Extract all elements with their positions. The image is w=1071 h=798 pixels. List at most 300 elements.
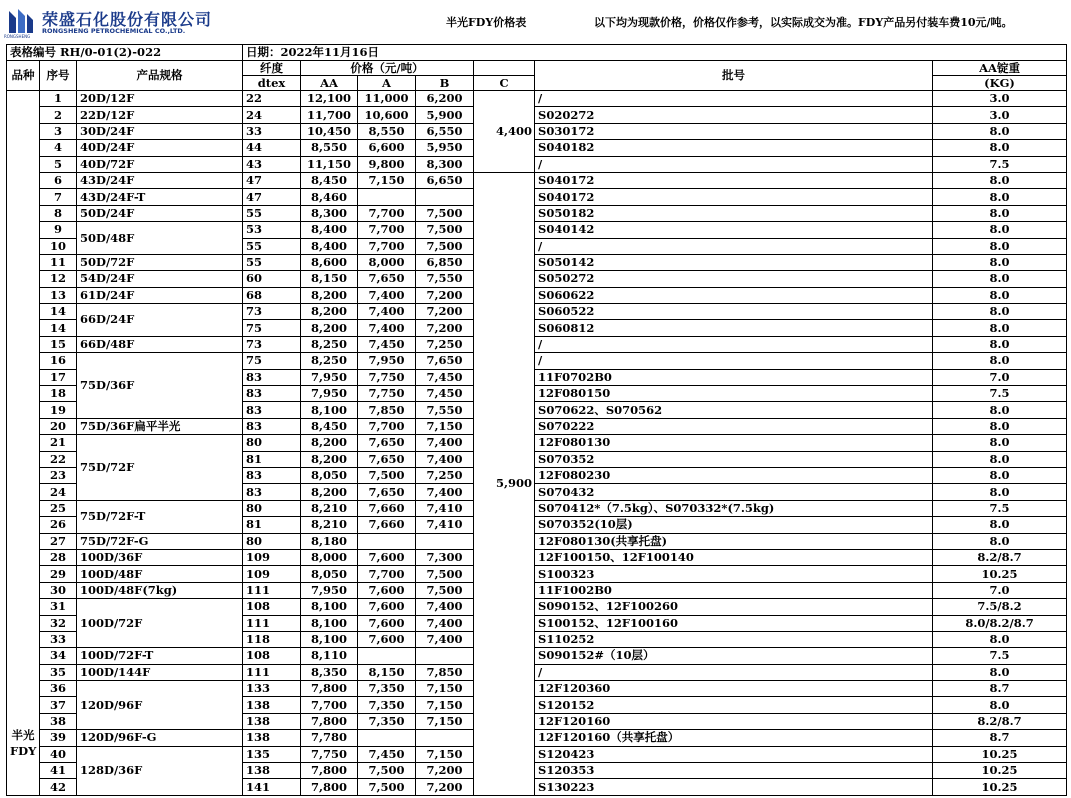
price-aa-cell: 8,180: [301, 533, 358, 549]
price-a-cell: 7,350: [358, 697, 416, 713]
batch-cell: S060812: [535, 320, 933, 336]
price-b-cell: 7,200: [416, 320, 474, 336]
spec-cell: 30D/24F: [77, 123, 243, 139]
spec-cell: 66D/48F: [77, 336, 243, 352]
price-b-cell: 7,150: [416, 746, 474, 762]
price-aa-cell: 8,100: [301, 631, 358, 647]
price-b-cell: 7,150: [416, 713, 474, 729]
dtex-cell: 68: [243, 287, 301, 303]
price-b-cell: 7,850: [416, 664, 474, 680]
company-name-cn: 荣盛石化股份有限公司: [42, 10, 213, 29]
price-aa-cell: 8,200: [301, 484, 358, 500]
dtex-cell: 47: [243, 172, 301, 188]
price-aa-cell: 8,210: [301, 500, 358, 516]
batch-cell: S120353: [535, 763, 933, 779]
price-aa-cell: 8,200: [301, 287, 358, 303]
price-a-cell: 7,700: [358, 238, 416, 254]
table-row: [7, 582, 1067, 598]
seq-cell: 14: [40, 320, 77, 336]
col-b: B: [416, 76, 474, 91]
price-b-cell: 5,950: [416, 140, 474, 156]
price-a-cell: 7,660: [358, 500, 416, 516]
weight-cell: 8.0: [933, 271, 1067, 287]
price-aa-cell: 7,950: [301, 369, 358, 385]
dtex-cell: 83: [243, 386, 301, 402]
price-aa-cell: 7,800: [301, 763, 358, 779]
price-a-cell: 8,550: [358, 123, 416, 139]
table-row: [7, 254, 1067, 270]
seq-cell: 27: [40, 533, 77, 549]
price-b-cell: 7,150: [416, 681, 474, 697]
dtex-cell: 73: [243, 336, 301, 352]
table-row: [7, 599, 1067, 615]
weight-cell: 8.2/8.7: [933, 549, 1067, 565]
price-b-cell: 7,550: [416, 271, 474, 287]
batch-cell: 12F080130(共享托盘): [535, 533, 933, 549]
price-aa-cell: 8,460: [301, 189, 358, 205]
weight-cell: 8.0: [933, 353, 1067, 369]
col-weight-bottom: (KG): [933, 76, 1067, 91]
batch-cell: S120423: [535, 746, 933, 762]
price-b-cell: [416, 533, 474, 549]
dtex-cell: 47: [243, 189, 301, 205]
price-aa-cell: 8,050: [301, 566, 358, 582]
price-aa-cell: 8,450: [301, 418, 358, 434]
price-b-cell: 7,150: [416, 418, 474, 434]
table-row: [7, 681, 1067, 697]
batch-cell: S070352(10层): [535, 517, 933, 533]
seq-cell: 35: [40, 664, 77, 680]
weight-cell: 10.25: [933, 566, 1067, 582]
price-b-cell: 7,400: [416, 484, 474, 500]
price-aa-cell: 7,700: [301, 697, 358, 713]
price-b-cell: [416, 730, 474, 746]
seq-cell: 34: [40, 648, 77, 664]
price-a-cell: 7,600: [358, 615, 416, 631]
price-a-cell: 7,660: [358, 517, 416, 533]
dtex-cell: 60: [243, 271, 301, 287]
price-aa-cell: 8,200: [301, 435, 358, 451]
weight-cell: 8.0: [933, 533, 1067, 549]
price-a-cell: 7,600: [358, 549, 416, 565]
price-a-cell: 7,750: [358, 369, 416, 385]
spec-cell: 20D/12F: [77, 91, 243, 107]
weight-cell: 8.0: [933, 664, 1067, 680]
seq-cell: 29: [40, 566, 77, 582]
dtex-cell: 108: [243, 599, 301, 615]
table-row: [7, 172, 1067, 188]
seq-cell: 7: [40, 189, 77, 205]
seq-cell: 24: [40, 484, 77, 500]
dtex-cell: 55: [243, 238, 301, 254]
seq-cell: 6: [40, 172, 77, 188]
spec-cell: 100D/72F-T: [77, 648, 243, 664]
batch-cell: /: [535, 156, 933, 172]
seq-cell: 8: [40, 205, 77, 221]
price-a-cell: 7,450: [358, 746, 416, 762]
price-a-cell: 7,600: [358, 631, 416, 647]
weight-cell: 10.25: [933, 763, 1067, 779]
col-spec: 产品规格: [77, 61, 243, 91]
batch-cell: 12F080230: [535, 467, 933, 483]
price-a-cell: 7,500: [358, 467, 416, 483]
dtex-cell: 138: [243, 763, 301, 779]
dtex-cell: 80: [243, 533, 301, 549]
price-aa-cell: 8,000: [301, 549, 358, 565]
spec-cell: 75D/72F-T: [77, 500, 243, 533]
price-a-cell: 7,600: [358, 582, 416, 598]
price-b-cell: 6,200: [416, 91, 474, 107]
seq-cell: 26: [40, 517, 77, 533]
weight-cell: 7.5: [933, 500, 1067, 516]
dtex-cell: 24: [243, 107, 301, 123]
weight-cell: 8.0: [933, 467, 1067, 483]
dtex-cell: 33: [243, 123, 301, 139]
price-aa-cell: 10,450: [301, 123, 358, 139]
table-row: [7, 287, 1067, 303]
table-row: [7, 91, 1067, 107]
price-a-cell: 7,700: [358, 222, 416, 238]
logo-caption: RONGSHENG: [4, 34, 31, 39]
weight-cell: 7.5: [933, 386, 1067, 402]
price-b-cell: 5,900: [416, 107, 474, 123]
price-a-cell: 10,600: [358, 107, 416, 123]
price-a-cell: 7,500: [358, 763, 416, 779]
dtex-cell: 81: [243, 451, 301, 467]
weight-cell: 8.0: [933, 287, 1067, 303]
dtex-cell: 73: [243, 304, 301, 320]
weight-cell: 8.0: [933, 304, 1067, 320]
seq-cell: 32: [40, 615, 77, 631]
seq-cell: 9: [40, 222, 77, 238]
price-aa-cell: 11,150: [301, 156, 358, 172]
price-a-cell: [358, 533, 416, 549]
dtex-cell: 109: [243, 566, 301, 582]
price-aa-cell: 8,600: [301, 254, 358, 270]
weight-cell: 3.0: [933, 107, 1067, 123]
weight-cell: 7.5: [933, 648, 1067, 664]
dtex-cell: 111: [243, 582, 301, 598]
seq-cell: 42: [40, 779, 77, 795]
price-a-cell: 7,700: [358, 566, 416, 582]
batch-cell: S100152、12F100160: [535, 615, 933, 631]
price-a-cell: 7,400: [358, 320, 416, 336]
price-a-cell: 7,950: [358, 353, 416, 369]
weight-cell: 7.0: [933, 582, 1067, 598]
price-b-cell: 7,450: [416, 369, 474, 385]
dtex-cell: 111: [243, 664, 301, 680]
price-b-cell: 6,650: [416, 172, 474, 188]
document-title: 半光FDY价格表: [446, 16, 527, 29]
batch-cell: 11F0702B0: [535, 369, 933, 385]
spec-cell: 50D/24F: [77, 205, 243, 221]
price-a-cell: 7,600: [358, 599, 416, 615]
table-row: [7, 549, 1067, 565]
batch-cell: 12F120160（共享托盘）: [535, 730, 933, 746]
spec-cell: 43D/24F: [77, 172, 243, 188]
price-note: 以下均为现款价格，价格仅作参考，以实际成交为准。FDY产品另付装车费10元/吨。: [594, 16, 1013, 29]
seq-cell: 2: [40, 107, 77, 123]
seq-cell: 19: [40, 402, 77, 418]
weight-cell: 8.0: [933, 140, 1067, 156]
price-aa-cell: 8,100: [301, 599, 358, 615]
price-b-cell: 7,200: [416, 763, 474, 779]
price-b-cell: 7,500: [416, 205, 474, 221]
dtex-cell: 109: [243, 549, 301, 565]
weight-cell: 8.0: [933, 484, 1067, 500]
price-a-cell: [358, 730, 416, 746]
dtex-cell: 43: [243, 156, 301, 172]
batch-cell: S060522: [535, 304, 933, 320]
weight-cell: 10.25: [933, 779, 1067, 795]
weight-cell: 8.2/8.7: [933, 713, 1067, 729]
weight-cell: 8.0: [933, 418, 1067, 434]
dtex-cell: 138: [243, 697, 301, 713]
price-aa-cell: 7,800: [301, 713, 358, 729]
table-row: [7, 205, 1067, 221]
table-row: [7, 222, 1067, 238]
weight-cell: 8.0: [933, 435, 1067, 451]
price-aa-cell: 8,050: [301, 467, 358, 483]
price-aa-cell: 8,400: [301, 222, 358, 238]
seq-cell: 11: [40, 254, 77, 270]
weight-cell: 10.25: [933, 746, 1067, 762]
price-a-cell: 7,650: [358, 435, 416, 451]
price-a-cell: 7,500: [358, 779, 416, 795]
price-aa-cell: 11,700: [301, 107, 358, 123]
price-aa-cell: 8,300: [301, 205, 358, 221]
spec-cell: 120D/96F-G: [77, 730, 243, 746]
price-aa-cell: 8,210: [301, 517, 358, 533]
price-aa-cell: 8,200: [301, 304, 358, 320]
batch-cell: S070222: [535, 418, 933, 434]
category-cell: 半光 FDY: [7, 91, 40, 796]
spec-cell: 75D/36F扁平半光: [77, 418, 243, 434]
batch-cell: 11F1002B0: [535, 582, 933, 598]
table-row: [7, 730, 1067, 746]
batch-cell: S040142: [535, 222, 933, 238]
weight-cell: 8.0: [933, 336, 1067, 352]
batch-cell: /: [535, 91, 933, 107]
dtex-cell: 83: [243, 484, 301, 500]
spec-cell: 75D/72F: [77, 435, 243, 501]
price-aa-cell: 8,110: [301, 648, 358, 664]
batch-cell: 12F080130: [535, 435, 933, 451]
seq-cell: 25: [40, 500, 77, 516]
price-b-cell: 7,300: [416, 549, 474, 565]
batch-cell: S090152、12F100260: [535, 599, 933, 615]
seq-cell: 37: [40, 697, 77, 713]
spec-cell: 40D/24F: [77, 140, 243, 156]
spec-cell: 75D/72F-G: [77, 533, 243, 549]
batch-cell: /: [535, 336, 933, 352]
dtex-cell: 83: [243, 369, 301, 385]
price-b-cell: 7,250: [416, 336, 474, 352]
seq-cell: 23: [40, 467, 77, 483]
price-a-cell: 7,700: [358, 205, 416, 221]
price-aa-cell: 8,200: [301, 451, 358, 467]
dtex-cell: 133: [243, 681, 301, 697]
price-b-cell: 7,500: [416, 222, 474, 238]
col-aa: AA: [301, 76, 358, 91]
table-row: [7, 189, 1067, 205]
batch-cell: S090152#（10层）: [535, 648, 933, 664]
weight-cell: 8.0: [933, 172, 1067, 188]
weight-cell: 8.0: [933, 123, 1067, 139]
col-price-group: 价格（元/吨）: [301, 61, 474, 76]
col-c: C: [474, 76, 535, 91]
price-a-cell: 7,400: [358, 287, 416, 303]
price-aa-cell: 7,950: [301, 386, 358, 402]
header-row-1: [7, 61, 1067, 76]
weight-cell: 8.0: [933, 254, 1067, 270]
price-c-cell: 5,900: [474, 172, 535, 795]
dtex-cell: 75: [243, 353, 301, 369]
weight-cell: 8.7: [933, 730, 1067, 746]
price-b-cell: 7,400: [416, 615, 474, 631]
weight-cell: 8.0: [933, 189, 1067, 205]
spec-cell: 100D/36F: [77, 549, 243, 565]
price-b-cell: 7,200: [416, 779, 474, 795]
spec-cell: 100D/48F(7kg): [77, 582, 243, 598]
seq-cell: 28: [40, 549, 77, 565]
price-aa-cell: 8,200: [301, 320, 358, 336]
price-aa-cell: 8,550: [301, 140, 358, 156]
weight-cell: 8.0: [933, 697, 1067, 713]
weight-cell: 7.0: [933, 369, 1067, 385]
price-table: [6, 44, 1067, 796]
dtex-cell: 44: [243, 140, 301, 156]
seq-cell: 36: [40, 681, 77, 697]
spec-cell: 100D/48F: [77, 566, 243, 582]
col-dtex-top: 纤度: [243, 61, 301, 76]
price-b-cell: 7,400: [416, 631, 474, 647]
price-aa-cell: 8,400: [301, 238, 358, 254]
batch-cell: S070352: [535, 451, 933, 467]
weight-cell: 7.5/8.2: [933, 599, 1067, 615]
seq-cell: 22: [40, 451, 77, 467]
price-aa-cell: 8,150: [301, 271, 358, 287]
price-b-cell: 7,550: [416, 402, 474, 418]
table-row: [7, 304, 1067, 320]
seq-cell: 17: [40, 369, 77, 385]
weight-cell: 8.0: [933, 238, 1067, 254]
seq-cell: 40: [40, 746, 77, 762]
spec-cell: 100D/72F: [77, 599, 243, 648]
dtex-cell: 83: [243, 402, 301, 418]
dtex-cell: 108: [243, 648, 301, 664]
price-b-cell: 6,850: [416, 254, 474, 270]
spec-cell: 43D/24F-T: [77, 189, 243, 205]
price-a-cell: 7,650: [358, 451, 416, 467]
table-row: [7, 435, 1067, 451]
dtex-cell: 111: [243, 615, 301, 631]
price-b-cell: 7,400: [416, 451, 474, 467]
dtex-cell: 138: [243, 730, 301, 746]
price-aa-cell: 8,250: [301, 336, 358, 352]
batch-cell: /: [535, 238, 933, 254]
price-b-cell: 7,200: [416, 287, 474, 303]
weight-cell: 8.0: [933, 517, 1067, 533]
seq-cell: 10: [40, 238, 77, 254]
col-batch: 批号: [535, 61, 933, 91]
col-a: A: [358, 76, 416, 91]
weight-cell: 8.0: [933, 205, 1067, 221]
price-b-cell: 8,300: [416, 156, 474, 172]
batch-cell: S050182: [535, 205, 933, 221]
col-category: 品种: [7, 61, 40, 91]
table-row: [7, 533, 1067, 549]
table-row: [7, 648, 1067, 664]
spec-cell: 50D/72F: [77, 254, 243, 270]
batch-cell: 12F120160: [535, 713, 933, 729]
weight-cell: 8.0: [933, 451, 1067, 467]
dtex-cell: 80: [243, 500, 301, 516]
spec-cell: 100D/144F: [77, 664, 243, 680]
batch-cell: S070412*（7.5kg）、S070332*(7.5kg): [535, 500, 933, 516]
seq-cell: 18: [40, 386, 77, 402]
price-a-cell: 7,850: [358, 402, 416, 418]
table-row: [7, 500, 1067, 516]
price-b-cell: [416, 648, 474, 664]
col-weight-top: AA锭重: [933, 61, 1067, 76]
table-date: 日期：2022年11月16日: [243, 45, 1067, 61]
price-a-cell: 7,750: [358, 386, 416, 402]
price-a-cell: [358, 189, 416, 205]
dtex-cell: 135: [243, 746, 301, 762]
batch-cell: 12F100150、12F100140: [535, 549, 933, 565]
page-header: [0, 0, 1071, 42]
batch-cell: S040182: [535, 140, 933, 156]
price-b-cell: 7,410: [416, 517, 474, 533]
spec-cell: 120D/96F: [77, 681, 243, 730]
dtex-cell: 75: [243, 320, 301, 336]
price-aa-cell: 7,750: [301, 746, 358, 762]
dtex-cell: 83: [243, 418, 301, 434]
seq-cell: 31: [40, 599, 77, 615]
spec-cell: 22D/12F: [77, 107, 243, 123]
price-b-cell: 7,200: [416, 304, 474, 320]
batch-cell: S130223: [535, 779, 933, 795]
price-a-cell: 8,150: [358, 664, 416, 680]
table-row: [7, 664, 1067, 680]
table-row: [7, 123, 1067, 139]
weight-cell: 8.7: [933, 681, 1067, 697]
price-b-cell: 7,400: [416, 435, 474, 451]
spec-cell: 128D/36F: [77, 746, 243, 795]
seq-cell: 15: [40, 336, 77, 352]
dtex-cell: 83: [243, 467, 301, 483]
batch-cell: S050272: [535, 271, 933, 287]
seq-cell: 41: [40, 763, 77, 779]
price-aa-cell: 7,800: [301, 779, 358, 795]
price-b-cell: 7,410: [416, 500, 474, 516]
seq-cell: 39: [40, 730, 77, 746]
batch-cell: S020272: [535, 107, 933, 123]
price-b-cell: 6,550: [416, 123, 474, 139]
dtex-cell: 55: [243, 205, 301, 221]
price-aa-cell: 12,100: [301, 91, 358, 107]
batch-cell: S070622、S070562: [535, 402, 933, 418]
seq-cell: 13: [40, 287, 77, 303]
price-a-cell: 7,400: [358, 304, 416, 320]
seq-cell: 5: [40, 156, 77, 172]
table-row: [7, 566, 1067, 582]
batch-cell: S030172: [535, 123, 933, 139]
dtex-cell: 118: [243, 631, 301, 647]
batch-cell: S040172: [535, 172, 933, 188]
weight-cell: 7.5: [933, 156, 1067, 172]
